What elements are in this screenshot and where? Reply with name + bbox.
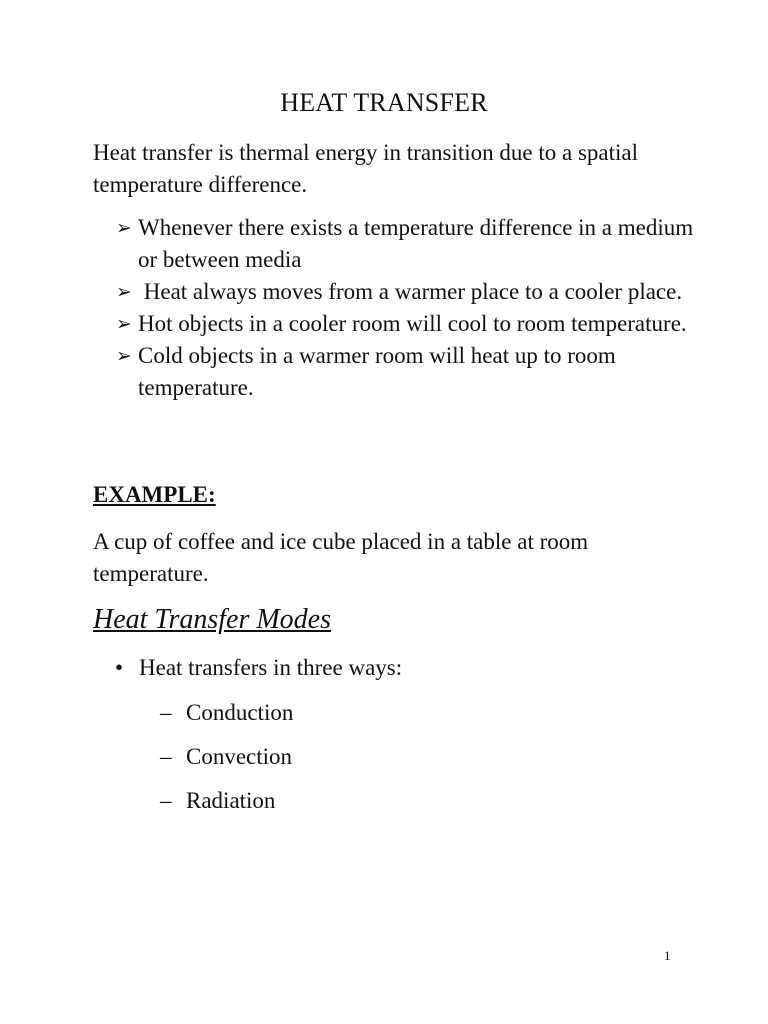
- bullet-text: Whenever there exists a temperature difference in a medium or between media: [138, 215, 694, 272]
- list-item: [116, 212, 696, 276]
- list-item: [116, 340, 696, 404]
- mode-item-convection: [160, 744, 292, 770]
- page-title: HEAT TRANSFER: [280, 88, 488, 117]
- example-heading: EXAMPLE:: [93, 482, 216, 507]
- intro-paragraph: Heat transfer is thermal energy in transition due to a spatial temperature difference.: [93, 140, 639, 197]
- modes-intro-text: Heat transfers in three ways:: [139, 655, 403, 680]
- list-item: [116, 276, 696, 308]
- bullet-text: Hot objects in a cooler room will cool to room temperature.: [138, 311, 687, 336]
- dash-bullet-icon: –: [160, 788, 172, 813]
- mode-item-conduction: [160, 700, 293, 726]
- page-number: 1: [664, 948, 671, 963]
- list-item: [116, 308, 696, 340]
- example-paragraph: A cup of coffee and ice cube placed in a table at room temperature.: [93, 529, 589, 586]
- mode-label: Convection: [186, 744, 293, 769]
- arrowhead-bullet-icon: ➢: [116, 313, 132, 335]
- modes-intro: [115, 655, 402, 681]
- bullet-text: Cold objects in a warmer room will heat up to room temperature.: [138, 343, 616, 400]
- dash-bullet-icon: –: [160, 700, 172, 725]
- arrowhead-bullet-icon: ➢: [116, 345, 132, 367]
- bullet-list: [116, 212, 696, 404]
- arrowhead-bullet-icon: ➢: [116, 281, 132, 303]
- dash-bullet-icon: –: [160, 744, 172, 769]
- arrowhead-bullet-icon: ➢: [116, 217, 132, 239]
- round-bullet-icon: •: [115, 655, 124, 680]
- mode-label: Conduction: [186, 700, 294, 725]
- bullet-text: Heat always moves from a warmer place to a cooler place.: [138, 279, 683, 304]
- mode-label: Radiation: [186, 788, 276, 813]
- mode-item-radiation: [160, 788, 275, 814]
- modes-heading: Heat Transfer Modes: [93, 604, 331, 635]
